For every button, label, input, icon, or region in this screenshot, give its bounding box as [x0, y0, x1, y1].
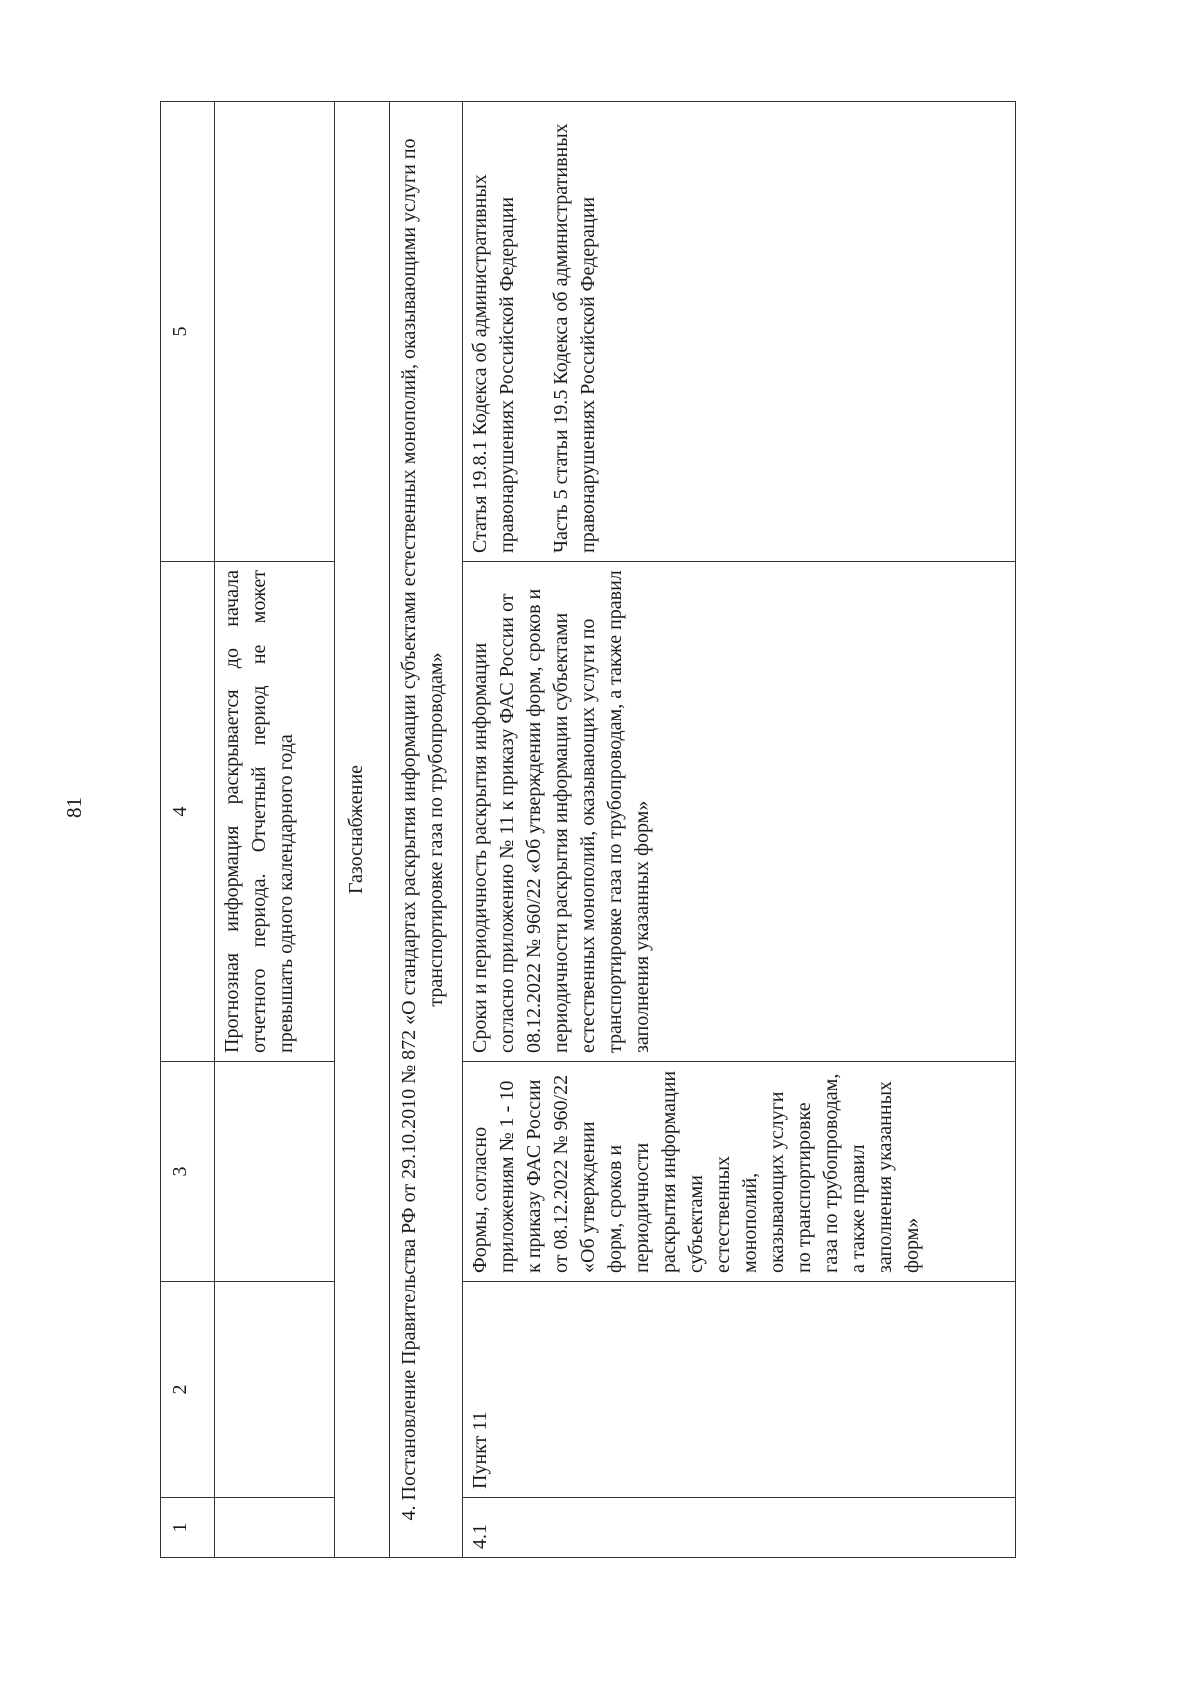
- header-cell-2: 2: [161, 1282, 215, 1498]
- prognoz-cell: Прогнозная информация раскрывается до начала отчетного периода. Отчетный период не может превышать одного календарного года: [215, 562, 335, 1062]
- forms-cell: Формы, согласно приложениям № 1 - 10 к приказу ФАС России от 08.12.2022 № 960/22 «Об утверждении форм, сроков и периодичности раскрытия информации субъектами естественных монополий, оказывающих услуги по транспортировке газа по трубопроводам, а также правил заполнения указанных форм»: [463, 1062, 1016, 1282]
- liability-article-2: Часть 5 статьи 19.5 Кодекса об административных правонарушениях Российской Федерации: [550, 123, 599, 553]
- terms-cell: Сроки и периодичность раскрытия информации согласно приложению № 11 к приказу ФАС России от 08.12.2022 № 960/22 «Об утверждении форм, сроков и периодичности раскрытия информации субъектами естественных монополий, оказывающих услуги по транспортировке газа по трубопроводам, а также правил заполнения указанных форм»: [463, 562, 1016, 1062]
- header-row: [161, 102, 215, 1558]
- header-cell-4: 4: [161, 562, 215, 1062]
- table-row: [215, 102, 335, 1558]
- rotated-table-container: [160, 102, 1032, 1558]
- row-number: 4.1: [463, 1498, 1016, 1558]
- point-cell: Пункт 11: [463, 1282, 1016, 1498]
- table-row: [463, 102, 1016, 1558]
- header-cell-3: 3: [161, 1062, 215, 1282]
- header-cell-5: 5: [161, 102, 215, 562]
- liability-article-1: Статья 19.8.1 Кодекса об административных правонарушениях Российской Федерации: [469, 174, 518, 553]
- decree-section-title: 4. Постановление Правительства РФ от 29.10.2010 № 872 «О стандартах раскрытия информации субъектами естественных монополий, оказывающими услуги по транспортировке газа по трубопроводам»: [390, 102, 463, 1558]
- requirements-table: [160, 101, 1016, 1558]
- liability-cell: [463, 102, 1016, 562]
- gas-section-title: Газоснабжение: [335, 102, 390, 1558]
- page-number: 81: [62, 797, 86, 818]
- decree-section-row: [390, 102, 463, 1558]
- header-cell-1: 1: [161, 1498, 215, 1558]
- gas-section-row: [335, 102, 390, 1558]
